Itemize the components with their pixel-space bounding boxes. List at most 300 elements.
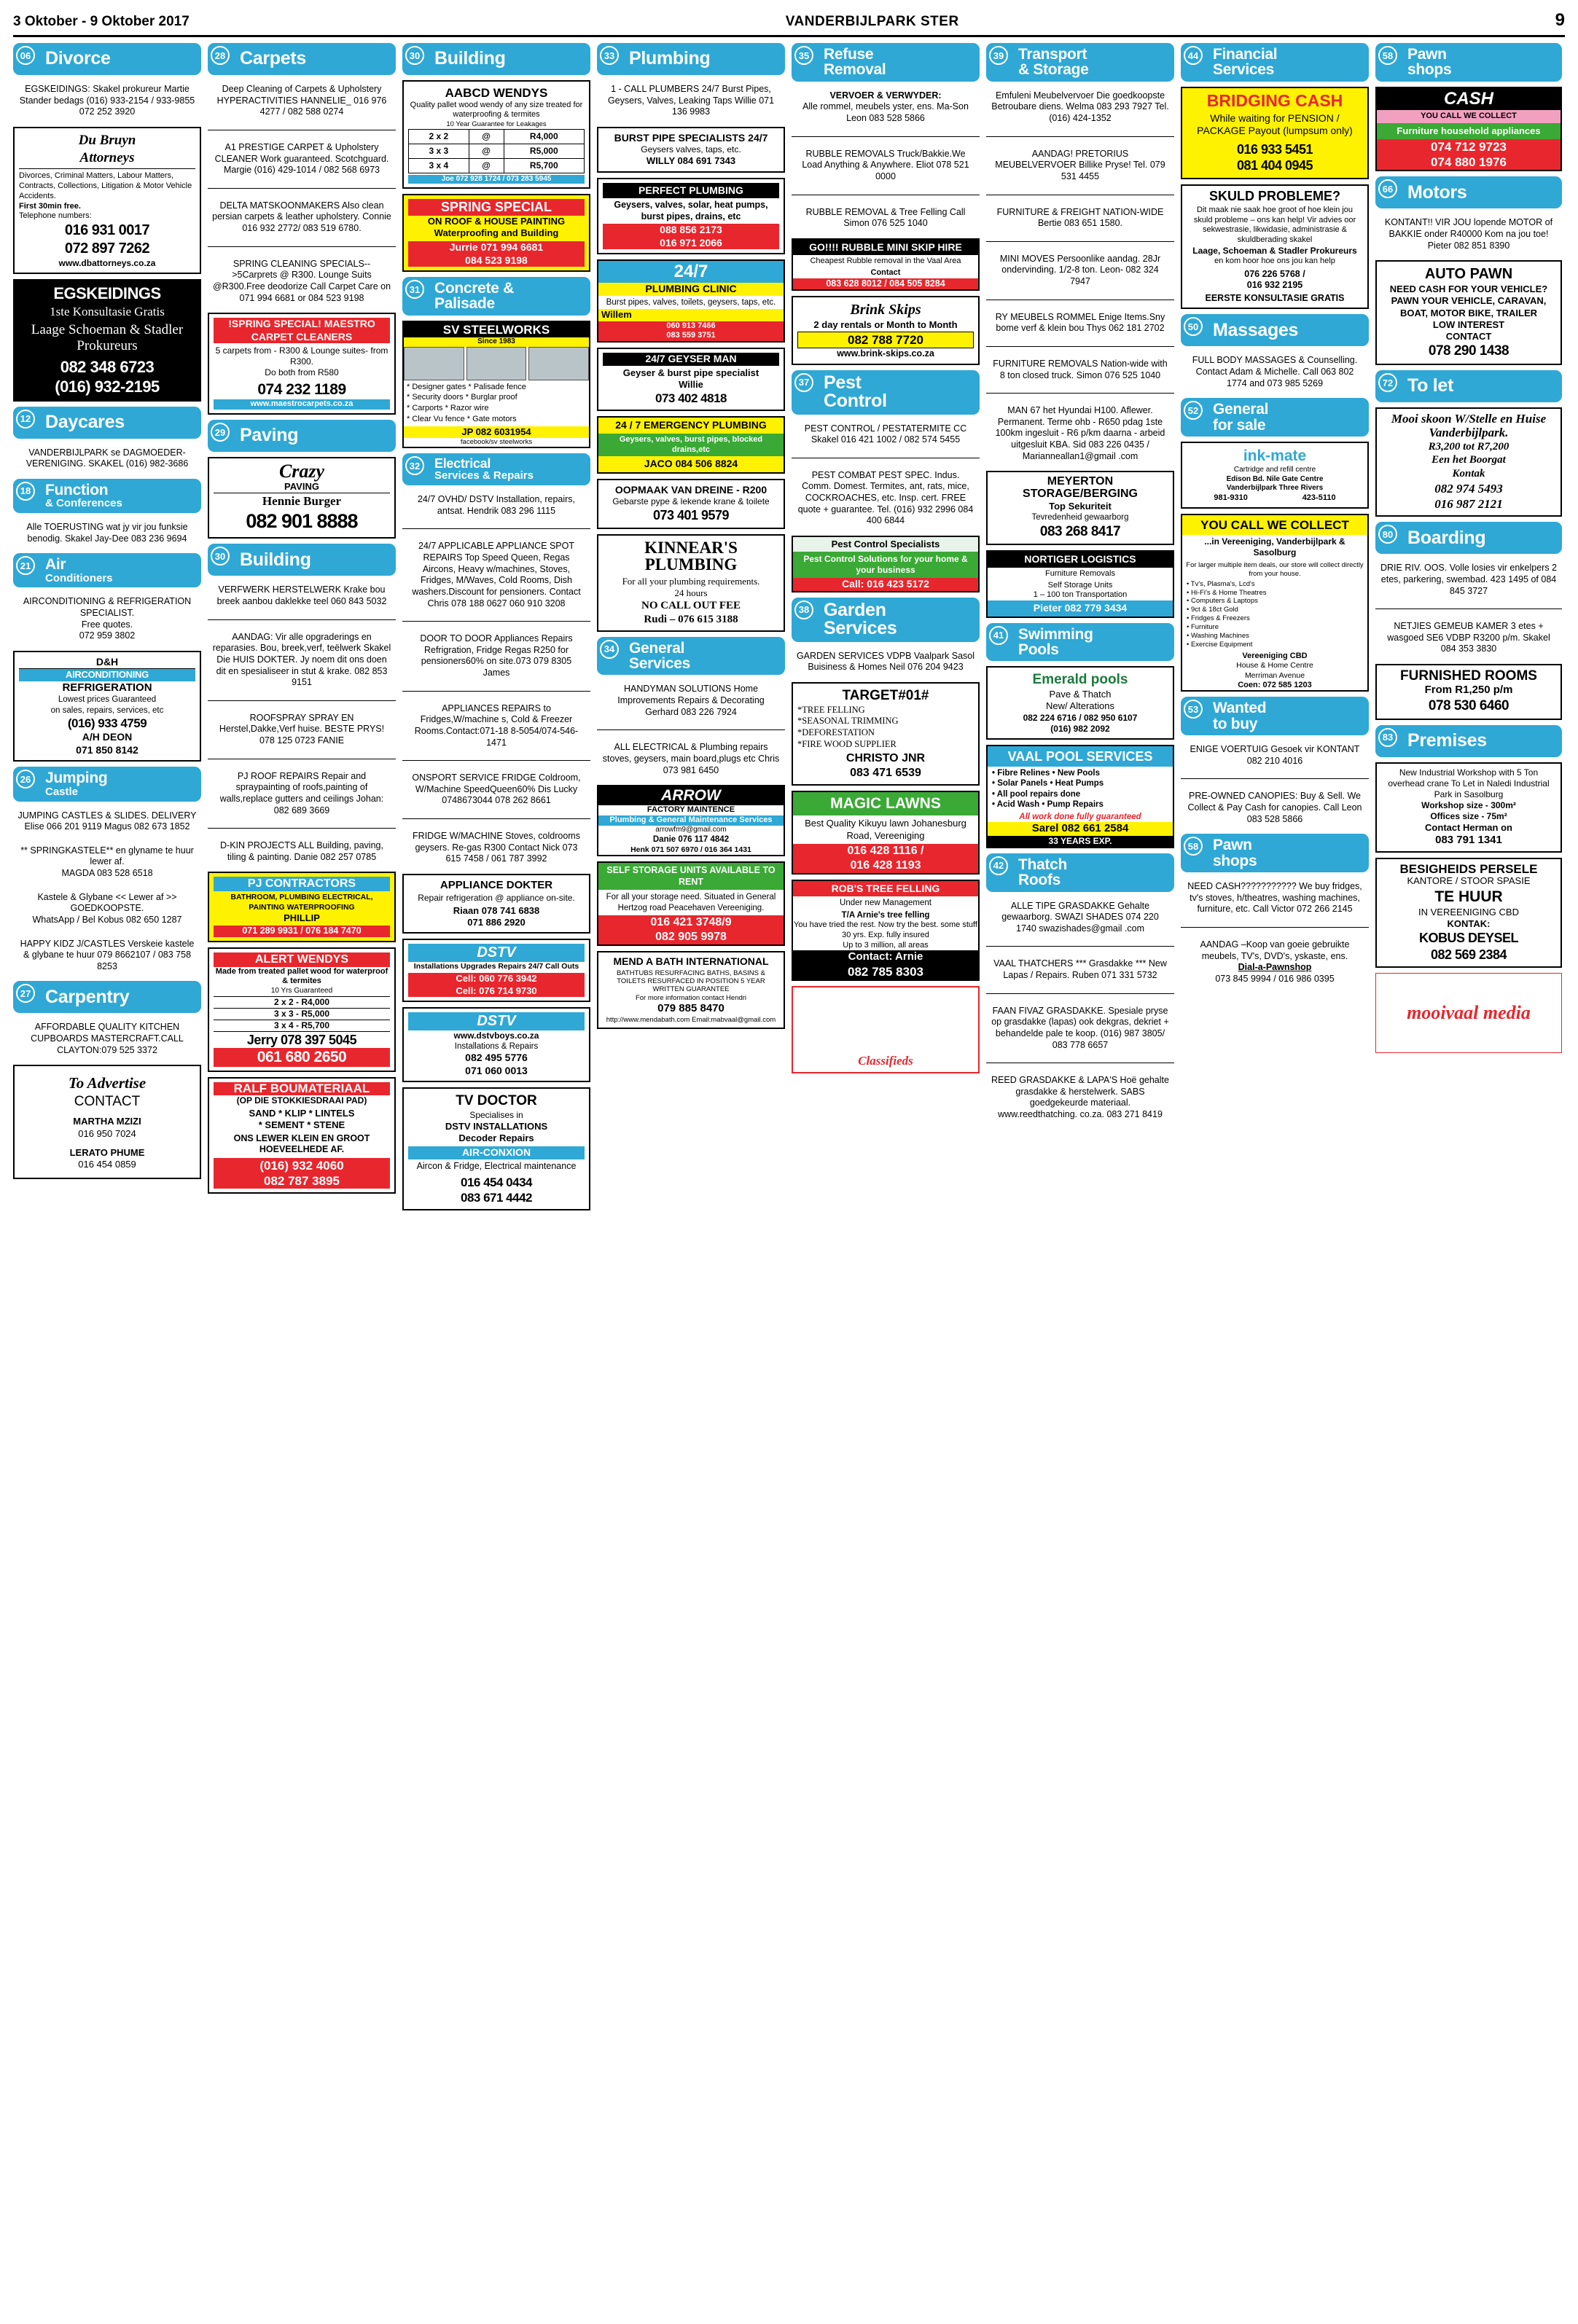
ad-phone-2: 016 428 1193: [793, 858, 978, 873]
ad-phone: 082 785 8303: [793, 964, 978, 979]
divider: [986, 393, 1174, 394]
ad-shop-name: Dial-a-Pawnshop: [1238, 962, 1312, 973]
category-number: 27: [16, 984, 35, 1003]
ad-text: FRIDGE W/MACHINE Stoves, coldrooms geysers. Re-gas R300 Contact Nick 073 615 7458 / 061 787 3992: [413, 831, 580, 864]
category-general-services[interactable]: [597, 637, 785, 676]
ad-title: SKULD PROBLEME?: [1209, 188, 1340, 203]
ad-text: AANDAG! PRETORIUS MEUBELVERVOER Billike Pryse! Tel. 079 531 4455: [995, 148, 1165, 181]
ad-title: SV STEELWORKS: [404, 322, 589, 337]
ad-crazy-paving: Crazy PAVING Hennie Burger 082 901 8888: [208, 457, 396, 539]
column-8: [1375, 43, 1562, 1053]
category-number: 38: [794, 600, 813, 619]
divider: [208, 246, 396, 247]
category-label: General: [1213, 401, 1269, 418]
ad-text: RY MEUBELS ROMMEL Enige Items.Sny bome verf & klein bou Thys 062 181 2702: [995, 311, 1165, 334]
ad-text: RUBBLE REMOVALS Truck/Bakkie.We Load Anything & Anywhere. Eliot 078 521 0000: [802, 148, 969, 181]
ad-pre-owned-canopies: [1181, 787, 1369, 829]
ad-line-3: You have tried the rest. Now try the best. some stuff: [794, 920, 977, 930]
ad-phone: 083 628 8012 / 084 505 8284: [793, 278, 978, 290]
category-thatch-roofs[interactable]: [986, 853, 1174, 892]
category-sublabel: & Conferences: [45, 497, 122, 510]
ad-fridge-wmachine-regas: [402, 827, 590, 869]
ad-feature-4: • Acid Wash • Pump Repairs: [992, 800, 1104, 810]
ad-du-bruyn-attorneys: Du Bruyn Attorneys Divorces, Criminal Matters, Labour Matters, Contracts, Collections, Litigation & Motor Vehicle Accidents. First 30min free. Telephone numbers: 016 931 0017 072 897 7262 www.dbattorneys.co.za: [13, 127, 201, 274]
ad-services: BATHTUBS RESURFACING BATHS, BASINS & TOILETS RESURFACED IN POSITION 5 YEAR WRITTEN GUARANTEE: [617, 969, 765, 994]
ad-full-body-massages: [1181, 351, 1369, 393]
divider: [986, 946, 1174, 947]
ad-24-7-geyser-man: [597, 348, 785, 411]
ad-classifieds-promo: [792, 986, 980, 1073]
ad-phone: Joe 072 928 1724 / 073 283 5945: [408, 175, 585, 184]
category-pest-control[interactable]: [792, 370, 980, 415]
column-3: [402, 43, 590, 1210]
ad-enige-voertuig: [1181, 740, 1369, 770]
category-pawn-shops-2[interactable]: [1375, 43, 1562, 82]
ad-24-7-emergency-plumbing: [597, 416, 785, 474]
ad-line-2: Waterproofing and Building: [434, 227, 559, 238]
category-label: Premises: [1407, 729, 1487, 751]
divider: [1181, 778, 1369, 779]
ad-phone-1: Riaan 078 741 6838: [453, 904, 540, 916]
ad-desc: Geyser & burst pipe specialist: [622, 367, 759, 378]
ad-guarantee: All work done fully guaranteed: [1019, 812, 1141, 821]
divider: [597, 729, 785, 730]
ad-note: First 30min free.: [19, 201, 81, 211]
ad-desc-2: Willie: [679, 378, 703, 390]
ad-brink-skips: [792, 296, 980, 364]
category-sublabel: Pools: [1018, 641, 1059, 658]
ad-title: Emerald pools: [1032, 672, 1128, 688]
ad-perfect-plumbing: [597, 178, 785, 255]
ad-phone-1: 082 974 5493: [1434, 481, 1503, 496]
ad-text: FURNITURE REMOVALS Nation-wide with 8 ton closed truck. Simon 076 525 1040: [993, 358, 1168, 380]
ad-products-1: SAND * KLIP * LINTELS: [249, 1108, 355, 1119]
feature-3: * Carports * Razor wire: [407, 404, 489, 413]
category-label: Divorce: [45, 48, 111, 69]
price-cell: R4,000: [504, 129, 584, 144]
ad-title: YOU CALL WE COLLECT: [1182, 515, 1367, 535]
ad-branch-2: House & Home Centre: [1236, 661, 1313, 670]
ad-title: ARROW: [598, 786, 784, 805]
ad-phone: WILLY 084 691 7343: [646, 155, 736, 167]
ad-mend-a-bath: [597, 951, 785, 1029]
ad-1-call-plumbers: [597, 80, 785, 122]
ad-desc: Gebarste pype & lekende krane & toilete: [612, 496, 770, 507]
ad-tagline: YOU CALL WE COLLECT: [1421, 111, 1517, 120]
ad-text: DRIE RIV. OOS. Volle losies vir enkelpers 2 etes, parkering, swembad. 423 1495 of 084 845 3727: [1380, 563, 1557, 596]
classifieds-grid: [13, 43, 1565, 1210]
ad-item-4: • 9ct & 18ct Gold: [1187, 606, 1238, 614]
ad-phone: 079 885 8470: [657, 1002, 724, 1015]
ad-dstvboys: [402, 1007, 590, 1082]
ad-pest-control-specialists: [792, 536, 980, 592]
ad-text: DOOR TO DOOR Appliances Repairs Refrigration, Fridge Regas R250 for pensioners60% on site.073 079 8305 James: [420, 633, 573, 678]
ad-text: AFFORDABLE QUALITY KITCHEN CUPBOARDS MASTERCRAFT.CALL CLAYTON:079 525 3372: [31, 1022, 184, 1055]
category-building[interactable]: [208, 544, 396, 576]
ad-services: BATHROOM, PLUMBING ELECTRICAL, PAINTING WATERPROOFING: [230, 893, 373, 912]
divider: [402, 760, 590, 761]
category-premises[interactable]: [1375, 725, 1562, 757]
ad-line-1: Under new Management: [840, 899, 931, 908]
ad-text: HANDYMAN SOLUTIONS Home Improvements Repairs & Decorating Gerhard 083 226 7924: [617, 684, 765, 717]
ad-ry-meubels-rommel: [986, 308, 1174, 338]
column-1: [13, 43, 201, 1179]
ad-text: REED GRASDAKKE & LAPA'S Hoë gehalte grasdakke & herstelwerk. SABS goedgekeurde materiaal. www.reedthatching. co.za. 083 271 8419: [991, 1075, 1169, 1120]
ad-line-2: PAWN YOUR VEHICLE, CARAVAN, BOAT, MOTOR BIKE, TRAILER: [1391, 295, 1547, 318]
ad-besigheids-persele: [1375, 858, 1562, 969]
ad-desc: Cheapest Rubble removal in the Vaal Area: [810, 257, 961, 266]
ad-phone-2: 082 905 9978: [598, 930, 784, 944]
ad-title: EGSKEIDINGS: [53, 284, 161, 303]
ad-title: MEND A BATH INTERNATIONAL: [613, 955, 769, 967]
ad-service-3: 1 – 100 ton Transportation: [1033, 590, 1128, 600]
ad-phone: 071 289 9931 / 076 184 7470: [214, 926, 390, 937]
ad-springkastele: [13, 842, 201, 883]
category-number: 52: [1184, 401, 1203, 420]
category-number: 42: [989, 856, 1008, 875]
ad-text: Alle TOERUSTING wat jy vir jou funksie benodig. Skakel Jay-Dee 083 236 9694: [26, 521, 188, 544]
category-massages[interactable]: [1181, 314, 1369, 346]
ad-social: facebook/sv steelworks: [460, 438, 533, 447]
category-number: 37: [794, 373, 813, 392]
ad-title: SELF STORAGE UNITS AVAILABLE TO RENT: [598, 863, 784, 890]
category-label: Swimming: [1018, 625, 1093, 643]
ad-contact-name: KOBUS DEYSEL: [1418, 931, 1519, 946]
category-label: Pawn: [1407, 46, 1447, 63]
ad-phone-2: 423-5110: [1302, 493, 1336, 502]
ad-desc: While waiting for PENSION / PACKAGE Payout (lumpsum only): [1197, 111, 1353, 137]
ad-phone-2: (016) 932-2195: [55, 377, 160, 396]
ad-text: SPRING CLEANING SPECIALS-->5Carprets @ R300. Lounge Suits @R300.Free deodorize Call Carpet Care on 071 994 6681 or 084 523 9198: [212, 258, 391, 303]
ad-line-1: NEED CASH FOR YOUR VEHICLE?: [1389, 283, 1548, 295]
ad-text: ALL ELECTRICAL & Plumbing repairs stoves, geysers, main board,plugs etc Chris 073 981 6450: [602, 742, 780, 775]
ad-text: ENIGE VOERTUIG Gesoek vir KONTANT 082 210 4016: [1190, 744, 1360, 766]
ad-faan-fivaz-grasdakke: [986, 1002, 1174, 1055]
category-label: Transport: [1018, 46, 1087, 63]
ad-services: Installations Upgrades Repairs 24/7 Call Outs: [413, 962, 579, 971]
ad-text: FAAN FIVAZ GRASDAKKE. Spesiale pryse op grasdakke (lapas) ook dekgras, dekriet + behandelde pale te koop. (016) 987 3805/ 083 778 6657: [991, 1005, 1169, 1050]
ad-item-1: • Tv's, Plasma's, Lcd's: [1187, 579, 1255, 588]
ad-price: From R1,250 p/m: [1424, 684, 1513, 696]
ad-text: FULL BODY MASSAGES & Counselling. Contact Adam & Michelle. Call 063 802 1774 and 073 985 5269: [1192, 355, 1358, 388]
ad-service-1: *TREE FELLING: [797, 704, 865, 715]
category-number: 50: [1184, 317, 1203, 336]
ad-text: AANDAG: Vir alle opgraderings en reparasies. Bou, breek,verf, teëlwerk Skakel Die HUIS DOKTER. Jy noem dit ons doen dit en spesialiseer in stut & krake. 082 853 9151: [212, 631, 391, 688]
ad-title: 24/7 GEYSER MAN: [603, 353, 779, 366]
column-2: [208, 43, 396, 1194]
ad-kitchen-cupboards: [13, 1018, 201, 1060]
ad-text: MINI MOVES Persoonlike aandag. 28Jr ondervinding. 1/2-8 ton. Leon- 082 324 7947: [999, 253, 1161, 287]
ad-line-2: 24 hours: [674, 587, 708, 598]
ad-pestatermite: [792, 420, 980, 450]
ad-title: KINNEAR'S PLUMBING: [644, 538, 738, 574]
divider: [402, 621, 590, 622]
ad-phone-2: (016) 982 2092: [1050, 723, 1110, 734]
ad-line-1: Specialises in: [469, 1109, 523, 1120]
ad-title: FURNISHED ROOMS: [1400, 668, 1537, 684]
category-label: Pest: [824, 372, 862, 393]
ad-text: 1 - CALL PLUMBERS 24/7 Burst Pipes, Geysers, Valves, Leaking Taps Willie 071 136 9983: [607, 84, 775, 117]
ad-title: Brink Skips: [850, 302, 921, 318]
ad-website: http://www.mendabath.com Email:mabvaal@gmail.com: [606, 1015, 776, 1024]
ad-text: EGSKEIDINGS: Skakel prokureur Martie Stander bedags (016) 933-2154 / 933-9855 072 252 3920: [19, 84, 195, 117]
ad-line-5: Up to 3 million, all areas: [843, 940, 929, 950]
ad-areas: ...in Vereeniging, Vanderbijlpark & Sasolburg: [1204, 536, 1345, 557]
ad-service-3: *DEFORESTATION: [797, 727, 875, 738]
ad-email: arrowfm9@gmail.com: [655, 825, 727, 834]
category-sublabel: Removal: [824, 61, 886, 79]
ad-contact-name: CHRISTO JNR: [845, 752, 926, 765]
category-number: 28: [211, 46, 230, 65]
ad-title: PLUMBING CLINIC: [598, 283, 784, 296]
ad-appliance-dokter: [402, 874, 590, 934]
ad-text: VANDERBIJLPARK se DAGMOEDER-VERENIGING. SKAKEL (016) 982-3686: [26, 447, 189, 469]
divider: [208, 619, 396, 620]
contact-phone-1: 016 950 7024: [78, 1127, 136, 1139]
ad-line-1: 1ste Konsultasie Gratis: [50, 304, 165, 318]
ad-all-electrical-plumbing: [597, 738, 785, 780]
category-number: 31: [405, 280, 424, 299]
ad-phone: 082 569 2384: [1430, 947, 1507, 962]
ad-furnished-rooms: [1375, 664, 1562, 719]
category-function-conferences[interactable]: [13, 479, 201, 513]
category-label: Daycares: [45, 411, 125, 432]
ad-title: ALERT WENDYS: [214, 952, 390, 967]
ad-desc: Repair refrigeration @ appliance on-site.: [418, 892, 575, 903]
category-number: 83: [1378, 728, 1397, 747]
ad-auto-pawn: [1375, 260, 1562, 365]
ad-contact-label: Contact Herman on: [1425, 821, 1512, 833]
ad-extra-1: A/H DEON: [82, 731, 133, 743]
category-carpentry[interactable]: [13, 981, 201, 1013]
category-divorce[interactable]: [13, 43, 201, 75]
ad-text: RUBBLE REMOVAL & Tree Felling Call Simon 076 525 1040: [805, 206, 966, 229]
ad-title: OOPMAAK VAN DREINE - R200: [614, 483, 767, 496]
ad-phone-2: 072 897 7262: [64, 240, 150, 257]
ad-title: TV DOCTOR: [456, 1093, 537, 1109]
ad-text-2: Free quotes.: [81, 619, 133, 630]
category-number: 32: [405, 456, 424, 475]
ad-phone: Call: 016 423 5172: [793, 578, 978, 591]
ad-text: ONSPORT SERVICE FRIDGE Coldroom, W/Machine SpeedQueen60% Dis Lucky 0748673044 078 262 8661: [412, 772, 581, 806]
category-sublabel: Services & Repairs: [434, 469, 534, 482]
category-transport-storage[interactable]: [986, 43, 1174, 82]
ad-guarantee: 10 Yrs Guaranteed: [270, 987, 333, 995]
category-refuse-removal[interactable]: [792, 43, 980, 82]
ad-dstv-install-24-7: [402, 490, 590, 520]
ad-line-3: IN VEREENIGING CBD: [1418, 906, 1519, 918]
ad-title: BRIDGING CASH: [1206, 90, 1343, 110]
mooivaal-logo-icon: mooivaal media: [1407, 1002, 1531, 1024]
category-jumping-castle[interactable]: [13, 767, 201, 801]
ad-text: Alle rommel, meubels yster, ens. Ma-Son Leon 083 528 5866: [802, 101, 969, 124]
category-carpets[interactable]: [208, 43, 396, 75]
category-building-2[interactable]: [402, 43, 590, 75]
masthead-rule: [13, 35, 1565, 37]
category-sublabel: Services: [629, 655, 691, 673]
ad-phone-1: 016 933 5451: [1236, 141, 1313, 157]
ad-burst-pipe-specialists: [597, 127, 785, 173]
category-concrete-palisade[interactable]: [402, 277, 590, 316]
ad-appliances-repairs: [402, 700, 590, 753]
ad-pj-contractors: [208, 872, 396, 942]
ad-appliance-spot-repairs: [402, 537, 590, 613]
category-swimming-pools[interactable]: [986, 623, 1174, 662]
ad-phone-1: (016) 932 4060: [214, 1158, 390, 1173]
category-sublabel: shops: [1213, 852, 1257, 869]
ad-text: APPLIANCES REPAIRS to Fridges,W/machine s, Cold & Freezer Rooms.Contact:071-18 8-5054/074-546-1471: [414, 703, 579, 748]
at-cell: @: [469, 158, 504, 173]
category-label: Carpentry: [45, 986, 130, 1007]
ad-phone: 073 401 9579: [652, 508, 730, 523]
category-label: Garden: [824, 599, 886, 620]
category-electrical-services[interactable]: [402, 453, 590, 485]
ad-phone-1: 082 224 6716 / 082 950 6107: [1023, 712, 1138, 723]
ad-tv-doctor: [402, 1087, 590, 1210]
ad-phone: 083 471 6539: [850, 767, 921, 780]
ad-title: RALF BOUMATERIAAL: [214, 1082, 390, 1095]
category-label: Paving: [240, 425, 299, 446]
ad-reed-grasdakke: [986, 1071, 1174, 1124]
category-number: 58: [1184, 837, 1203, 856]
ad-banner: !SPRING SPECIAL! MAESTRO CARPET CLEANERS: [214, 318, 390, 343]
table-row: [409, 144, 585, 158]
category-motors[interactable]: [1375, 176, 1562, 208]
category-financial-services[interactable]: [1181, 43, 1369, 82]
ad-phone-1: 016 931 0017: [64, 222, 150, 239]
masthead-page-number: 9: [1555, 10, 1565, 30]
ad-phone: 082 788 7720: [797, 332, 974, 348]
category-number: 34: [600, 640, 619, 659]
ad-spring-cleaning-specials: [208, 255, 396, 308]
ad-contact-label: Contact: Arnie: [793, 950, 978, 964]
ad-maestro-carpet-cleaners: [208, 313, 396, 415]
category-number: 06: [16, 46, 35, 65]
ad-line-1: Pave & Thatch: [1049, 689, 1112, 700]
ad-note: For larger multiple item deals, our store will collect directly from your house.: [1186, 560, 1364, 578]
category-sublabel: Conditioners: [45, 571, 113, 584]
category-air-conditioners[interactable]: [13, 553, 201, 587]
ad-text: HAPPY KIDZ J/CASTLES Verskeie kastele & glybane te huur 079 8662107 / 083 758 8253: [20, 938, 195, 971]
ad-title: NORTIGER LOGISTICS: [988, 552, 1173, 568]
ad-robs-tree-felling: [792, 880, 980, 982]
ad-branch-3: Merriman Avenue: [1244, 670, 1305, 680]
ad-text: MAN 67 het Hyundai H100. Aflewer. Permanent. Terme ohb - R650 pdag 1ste 100km ingesluit - R6 p/km daarna - arbeid uitgesluit KBA. Sid 083 226 0435 / Marianneallan1@gmail .com: [995, 405, 1165, 461]
category-label: Motors: [1407, 181, 1467, 203]
ad-phone: 083 268 8417: [1039, 523, 1121, 539]
ad-phone-2: 061 680 2650: [214, 1048, 390, 1067]
ad-phone-2: 071 886 2920: [467, 916, 526, 928]
column-4: [597, 43, 785, 1029]
ad-text: NEED CASH??????????? We buy fridges, tv's stoves, h/theatres, washing machines, furniture, etc. Call Victor 072 266 2145: [1187, 881, 1362, 915]
ad-phone: 082 901 8888: [246, 509, 358, 532]
ad-since: Since 1983: [404, 337, 589, 347]
category-sublabel: shops: [1407, 61, 1452, 79]
ad-phone: 078 530 6460: [1428, 697, 1509, 713]
category-pawn-shops[interactable]: [1181, 834, 1369, 872]
category-plumbing[interactable]: [597, 43, 785, 75]
ad-phone-1: 082 495 5776: [465, 1052, 528, 1064]
ad-website: www.dstvboys.co.za: [453, 1030, 539, 1041]
ad-products-2: * SEMENT * STENE: [258, 1119, 345, 1131]
ad-title: AUTO PAWN: [1424, 266, 1513, 283]
category-number: 39: [989, 46, 1008, 65]
category-paving[interactable]: [208, 420, 396, 452]
ad-photo-strip: [404, 347, 589, 380]
category-daycares[interactable]: [13, 407, 201, 439]
category-sublabel: Services: [1213, 61, 1275, 79]
category-wanted-to-buy[interactable]: [1181, 697, 1369, 735]
ad-text: PEST COMBAT PEST SPEC. Indus. Comm. Domest. Termites, ant, rats, mice, COCKROACHES, etc. Insp. cert. FREE quote + guarantee. Tel. (016) 932 2996 084 400 6844: [797, 469, 974, 526]
category-label: Carpets: [240, 48, 306, 69]
ad-desc: Best Quality Kikuyu lawn Johanesburg Road, Vereeniging: [805, 818, 966, 841]
ad-note: en kom hoor hoe ons jou kan help: [1214, 256, 1335, 265]
ad-netjies-gemeub-kamer: [1375, 617, 1562, 659]
ad-meyerton-storage: [986, 471, 1174, 545]
ad-skuld-probleme: [1181, 184, 1369, 310]
ad-text: ALLE TIPE GRASDAKKE Gehalte gewaarborg. SWAZI SHADES 074 220 1740 swazishades@gmail .com: [1001, 900, 1159, 934]
ad-text: Kastele & Glybane << Lewer af >> GOEDKOOPSTE.: [37, 891, 177, 914]
ad-self-storage-units: [597, 861, 785, 946]
ad-phone-1: 060 913 7466: [598, 321, 784, 332]
ad-phone: 074 232 1189: [257, 381, 346, 399]
ad-feature-3: • All pool repairs done: [992, 789, 1081, 799]
ad-nortiger-logistics: [986, 550, 1174, 617]
ad-dstv-installations-upgrades: [402, 939, 590, 1002]
category-number: 26: [16, 770, 35, 789]
ad-item-6: • Furniture: [1187, 623, 1219, 632]
ad-branch: Vereeniging CBD: [1242, 651, 1308, 660]
category-garden-services[interactable]: [792, 598, 980, 642]
ad-line-2: Do both from R580: [265, 367, 339, 378]
category-sublabel: Castle: [45, 785, 79, 798]
category-general-for-sale[interactable]: [1181, 398, 1369, 437]
at-cell: @: [469, 129, 504, 144]
divider: [402, 818, 590, 819]
ad-phone-2: Cell: 076 714 9730: [408, 985, 585, 997]
ad-emfuleni-meubelvervoer: [986, 87, 1174, 128]
ad-handyman-solutions: [597, 680, 785, 721]
ad-desc: New Industrial Workshop with 5 Ton overhead crane To Let in Naledi Industrial Park in Sasolburg: [1388, 767, 1550, 799]
category-label: To let: [1407, 375, 1454, 396]
ad-furniture-removals-nationwide: [986, 355, 1174, 385]
ad-title: AABCD WENDYS: [445, 86, 548, 100]
ad-swazi-shades: [986, 897, 1174, 939]
ad-title: APPLIANCE DOKTER: [440, 878, 553, 891]
ad-subtitle-2: REFRIGERATION: [62, 681, 152, 694]
ad-phone: WhatsApp / Bel Kobus 082 650 1287: [32, 914, 182, 925]
ad-phone-1: 076 226 5768 /: [1244, 268, 1305, 279]
category-boarding[interactable]: [1375, 522, 1562, 554]
ad-title: D&H: [19, 656, 195, 670]
table-row: [409, 158, 585, 173]
category-number: 72: [1378, 373, 1397, 392]
category-label: Wanted: [1213, 700, 1267, 717]
divider: [986, 136, 1174, 137]
ad-oopmaak-dreine: [597, 479, 785, 529]
masthead-title: VANDERBIJLPARK STER: [785, 14, 959, 29]
ad-title: 24 / 7 EMERGENCY PLUMBING: [598, 418, 784, 434]
ad-phone: MAGDA 083 528 6518: [61, 868, 153, 879]
ad-text: Emfuleni Meubelvervoer Die goedkoopste Betroubare diens. Welma 083 293 7927 Tel. (016) 424-1352: [991, 90, 1169, 124]
ad-service-2: *SEASONAL TRIMMING: [797, 716, 899, 727]
ad-phone-1: 016 428 1116 /: [793, 844, 978, 858]
ad-you-call-we-collect: [1181, 514, 1369, 692]
ad-firm: Laage, Schoeman & Stadler Prokureurs: [1192, 245, 1357, 256]
ad-mooivaal-media-logo: [1375, 973, 1562, 1053]
ad-desc: For all your storage need. Situated in General Hertzog road Peacehaven Vereeniging.: [606, 893, 776, 912]
category-to-let[interactable]: [1375, 370, 1562, 402]
